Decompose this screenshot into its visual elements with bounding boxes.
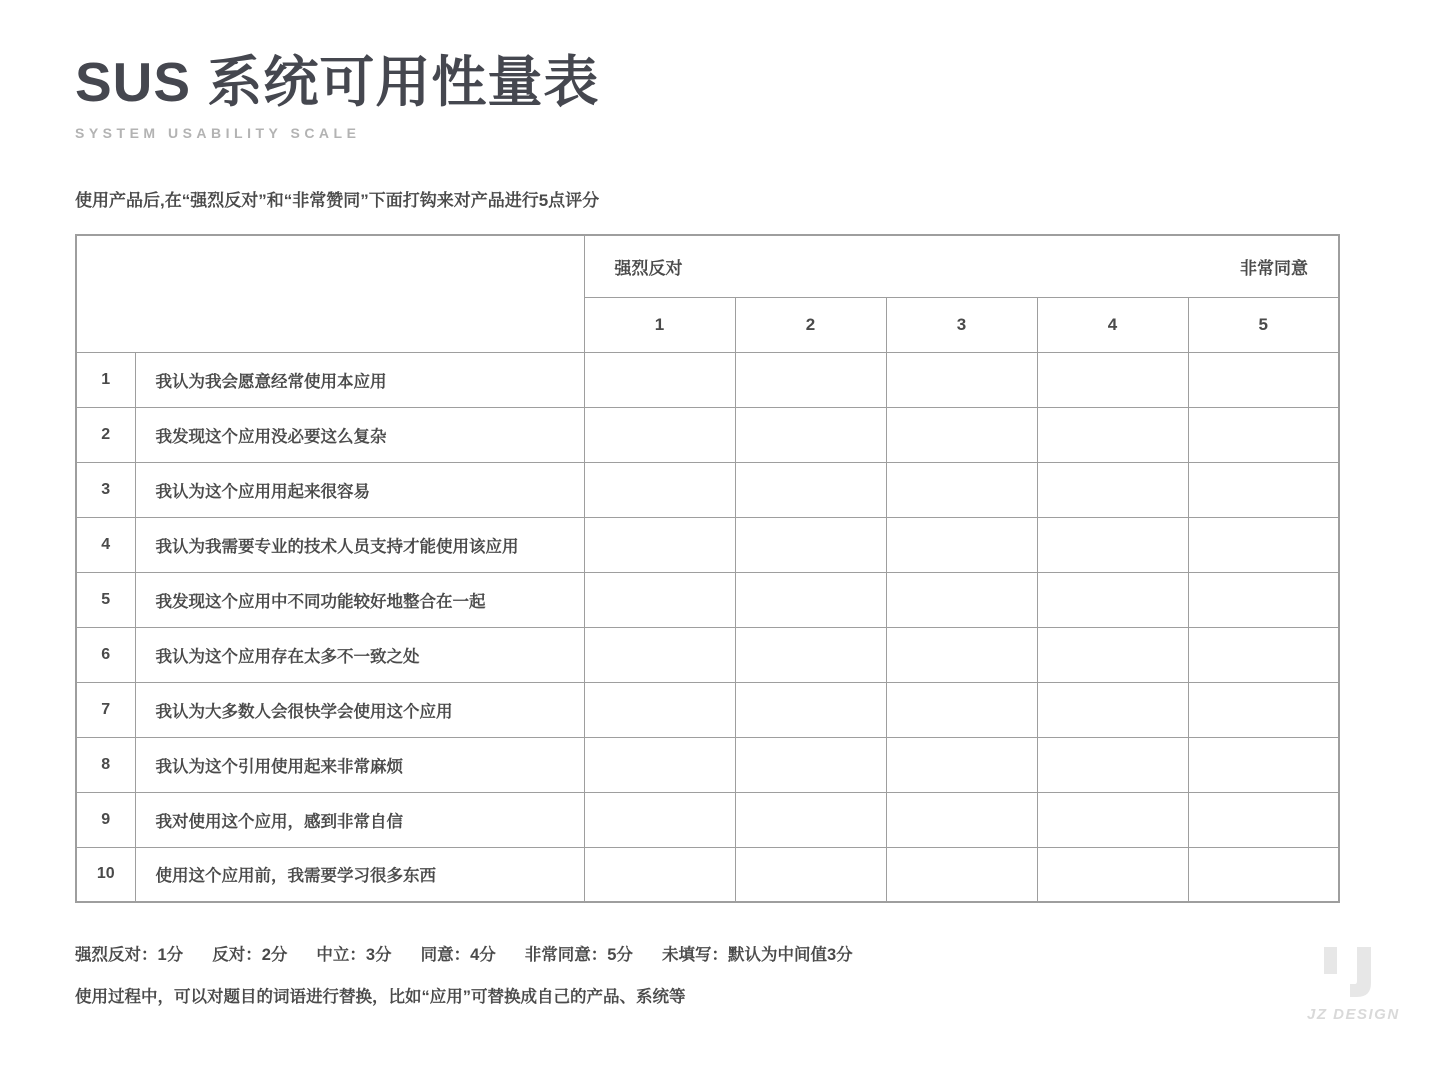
- question-row-4: [76, 517, 1339, 572]
- rating-cell-q2-3[interactable]: [886, 407, 1037, 462]
- question-text: 我发现这个应用中不同功能较好地整合在一起: [135, 572, 584, 627]
- rating-cell-q2-4[interactable]: [1037, 407, 1188, 462]
- rating-cell-q6-1[interactable]: [584, 627, 735, 682]
- scale-left-label: 强烈反对: [614, 258, 683, 278]
- rating-cell-q7-5[interactable]: [1188, 682, 1339, 737]
- rating-cell-q7-3[interactable]: [886, 682, 1037, 737]
- question-number: 4: [76, 517, 135, 572]
- question-text: 我认为这个应用存在太多不一致之处: [135, 627, 584, 682]
- scale-label-row: [76, 235, 1339, 297]
- scale-label-cell: [584, 235, 1339, 297]
- rating-cell-q3-2[interactable]: [735, 462, 886, 517]
- question-number: 7: [76, 682, 135, 737]
- question-number: 8: [76, 737, 135, 792]
- rating-cell-q5-4[interactable]: [1037, 572, 1188, 627]
- rating-cell-q8-5[interactable]: [1188, 737, 1339, 792]
- rating-cell-q5-5[interactable]: [1188, 572, 1339, 627]
- rating-cell-q5-2[interactable]: [735, 572, 886, 627]
- scale-right-label: 非常同意: [1240, 258, 1308, 278]
- sus-rating-table: [75, 234, 1340, 903]
- rating-cell-q10-3[interactable]: [886, 847, 1037, 902]
- scale-point-5: 5: [1188, 297, 1339, 352]
- rating-cell-q6-3[interactable]: [886, 627, 1037, 682]
- scoring-item: 强烈反对：1分: [75, 946, 184, 964]
- question-text: 我发现这个应用没必要这么复杂: [135, 407, 584, 462]
- scale-point-4: 4: [1037, 297, 1188, 352]
- usage-note: 使用过程中，可以对题目的词语进行替换，比如“应用”可替换成自己的产品、系统等: [75, 988, 686, 1006]
- scoring-item: 中立：3分: [316, 946, 392, 964]
- rating-cell-q1-3[interactable]: [886, 352, 1037, 407]
- rating-cell-q7-2[interactable]: [735, 682, 886, 737]
- rating-cell-q10-2[interactable]: [735, 847, 886, 902]
- question-text: 我认为大多数人会很快学会使用这个应用: [135, 682, 584, 737]
- rating-cell-q9-5[interactable]: [1188, 792, 1339, 847]
- footer: [75, 941, 1340, 1007]
- scoring-item: 同意：4分: [420, 946, 496, 964]
- page-title: SUS 系统可用性量表: [75, 51, 600, 113]
- scoring-item: 非常同意：5分: [524, 946, 633, 964]
- question-text: 使用这个应用前，我需要学习很多东西: [135, 847, 584, 902]
- brand-logo: [1307, 945, 1422, 1023]
- rating-cell-q5-1[interactable]: [584, 572, 735, 627]
- question-text: 我对使用这个应用，感到非常自信: [135, 792, 584, 847]
- rating-cell-q2-1[interactable]: [584, 407, 735, 462]
- rating-cell-q3-5[interactable]: [1188, 462, 1339, 517]
- rating-cell-q4-3[interactable]: [886, 517, 1037, 572]
- question-number: 5: [76, 572, 135, 627]
- rating-cell-q3-4[interactable]: [1037, 462, 1188, 517]
- rating-cell-q10-5[interactable]: [1188, 847, 1339, 902]
- question-text: 我认为这个应用用起来很容易: [135, 462, 584, 517]
- rating-cell-q1-5[interactable]: [1188, 352, 1339, 407]
- rating-cell-q4-5[interactable]: [1188, 517, 1339, 572]
- rating-cell-q2-2[interactable]: [735, 407, 886, 462]
- question-row-2: [76, 407, 1339, 462]
- scoring-item: 反对：2分: [212, 946, 288, 964]
- question-row-1: [76, 352, 1339, 407]
- rating-cell-q9-3[interactable]: [886, 792, 1037, 847]
- rating-cell-q3-3[interactable]: [886, 462, 1037, 517]
- question-row-5: [76, 572, 1339, 627]
- question-text: 我认为我需要专业的技术人员支持才能使用该应用: [135, 517, 584, 572]
- rating-cell-q3-1[interactable]: [584, 462, 735, 517]
- question-text: 我认为这个引用使用起来非常麻烦: [135, 737, 584, 792]
- scale-point-1: 1: [584, 297, 735, 352]
- rating-cell-q7-4[interactable]: [1037, 682, 1188, 737]
- question-row-9: [76, 792, 1339, 847]
- brand-name: JZ DESIGN: [1307, 1006, 1400, 1023]
- instruction-text: 使用产品后,在“强烈反对”和“非常赞同”下面打钩来对产品进行5点评分: [75, 191, 600, 210]
- question-rows: [76, 352, 1339, 902]
- question-row-10: [76, 847, 1339, 902]
- scale-point-2: 2: [735, 297, 886, 352]
- rating-cell-q8-3[interactable]: [886, 737, 1037, 792]
- rating-cell-q4-1[interactable]: [584, 517, 735, 572]
- rating-cell-q1-4[interactable]: [1037, 352, 1188, 407]
- rating-cell-q8-2[interactable]: [735, 737, 886, 792]
- question-number: 3: [76, 462, 135, 517]
- question-row-8: [76, 737, 1339, 792]
- rating-cell-q4-2[interactable]: [735, 517, 886, 572]
- rating-cell-q10-1[interactable]: [584, 847, 735, 902]
- rating-cell-q9-1[interactable]: [584, 792, 735, 847]
- rating-cell-q2-5[interactable]: [1188, 407, 1339, 462]
- question-row-3: [76, 462, 1339, 517]
- question-text: 我认为我会愿意经常使用本应用: [135, 352, 584, 407]
- rating-cell-q1-2[interactable]: [735, 352, 886, 407]
- question-number: 10: [76, 847, 135, 902]
- scale-point-3: 3: [886, 297, 1037, 352]
- question-row-6: [76, 627, 1339, 682]
- rating-cell-q6-4[interactable]: [1037, 627, 1188, 682]
- question-row-7: [76, 682, 1339, 737]
- rating-cell-q4-4[interactable]: [1037, 517, 1188, 572]
- rating-cell-q6-5[interactable]: [1188, 627, 1339, 682]
- page-subtitle: SYSTEM USABILITY SCALE: [75, 125, 361, 141]
- rating-cell-q10-4[interactable]: [1037, 847, 1188, 902]
- rating-cell-q1-1[interactable]: [584, 352, 735, 407]
- scoring-item: 未填写：默认为中间值3分: [661, 946, 853, 964]
- jz-logo-icon: [1324, 945, 1372, 997]
- table-corner-cell: [76, 235, 584, 352]
- rating-cell-q8-1[interactable]: [584, 737, 735, 792]
- question-number: 1: [76, 352, 135, 407]
- scoring-legend: [75, 941, 1340, 965]
- question-number: 6: [76, 627, 135, 682]
- rating-cell-q5-3[interactable]: [886, 572, 1037, 627]
- rating-cell-q9-4[interactable]: [1037, 792, 1188, 847]
- rating-cell-q9-2[interactable]: [735, 792, 886, 847]
- rating-cell-q8-4[interactable]: [1037, 737, 1188, 792]
- rating-cell-q7-1[interactable]: [584, 682, 735, 737]
- rating-cell-q6-2[interactable]: [735, 627, 886, 682]
- question-number: 9: [76, 792, 135, 847]
- question-number: 2: [76, 407, 135, 462]
